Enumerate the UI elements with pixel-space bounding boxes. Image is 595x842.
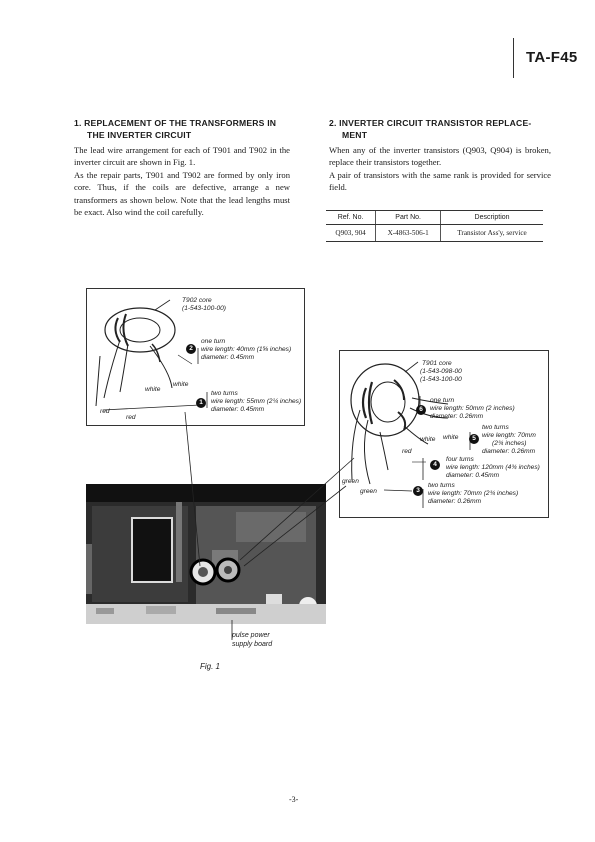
t901-core-leader <box>405 362 418 372</box>
winding-2-marker: 2 <box>186 344 196 354</box>
winding-5-marker: 5 <box>469 434 479 444</box>
page-number: -3- <box>289 795 299 804</box>
t902-w1-turns: two turns <box>211 390 238 397</box>
t901-w5-diameter: diameter: 0.26mm <box>482 448 536 455</box>
section-1-paragraph-1: The lead wire arrangement for each of T901 and T902 in the inverter circuit are shown in Fig. 1. <box>74 145 290 168</box>
t902-red-1: red <box>100 408 110 415</box>
t901-w3-diameter: diameter: 0.26mm <box>428 498 482 505</box>
model-number: TA-F45 <box>526 49 578 66</box>
t901-w5-length2: (2¾ inches) <box>492 440 527 447</box>
cell-description: Transistor Ass'y, service <box>441 225 543 242</box>
t902-part-number: (1-543-100-00) <box>182 305 226 312</box>
cell-ref-no: Q903, 904 <box>326 225 376 242</box>
winding-1-marker: 1 <box>196 398 206 408</box>
section-2-paragraph-2: A pair of transistors with the same rank is provided for service field. <box>329 169 551 193</box>
cell-part-no: X-4863-506-1 <box>376 225 441 242</box>
header-part-no: Part No. <box>376 211 441 225</box>
section-2-title-line2: MENT <box>342 129 368 140</box>
t901-w5-length: wire length: 70mm <box>482 432 536 439</box>
t901-w6-diameter: diameter: 0.26mm <box>430 413 484 420</box>
section-1-title-line2: THE INVERTER CIRCUIT <box>87 129 192 140</box>
t901-w5-turns: two turns <box>482 424 509 431</box>
t901-w4-length: wire length: 120mm (4¾ inches) <box>446 464 540 471</box>
board-label-2: supply board <box>232 641 273 648</box>
t901-part-number-2: (1-543-100-00 <box>420 376 462 383</box>
t902-w2-length: wire length: 40mm (1⅝ inches) <box>201 346 292 353</box>
t902-core-drawing <box>96 308 175 406</box>
t901-core-label: T901 core <box>422 360 452 367</box>
t901-white-2: white <box>443 434 459 441</box>
t901-green-2: green <box>360 488 377 495</box>
t902-w1-length: wire length: 55mm (2¼ inches) <box>211 398 302 405</box>
t902-red-2: red <box>126 414 136 421</box>
t902-core-leader <box>155 300 170 310</box>
t901-w3-turns: two turns <box>428 482 455 489</box>
t902-w2-turns: one turn <box>201 338 226 345</box>
t902-white-1: white <box>145 386 161 393</box>
section-1-title-line1: 1. REPLACEMENT OF THE TRANSFORMERS IN <box>74 118 277 128</box>
section-2-title-line1: 2. INVERTER CIRCUIT TRANSISTOR REPLACE- <box>329 118 532 128</box>
winding-6-marker: 6 <box>416 405 426 415</box>
header-description: Description <box>441 211 543 225</box>
t901-part-number-1: (1-543-098-00 <box>420 368 462 375</box>
winding-4-marker: 4 <box>430 460 440 470</box>
t901-w4-diameter: diameter: 0.45mm <box>446 472 500 479</box>
figure-caption: Fig. 1 <box>200 662 221 671</box>
t901-to-photo-leader-1 <box>244 486 346 566</box>
t901-red: red <box>402 448 412 455</box>
t901-w4-turns: four turns <box>446 456 474 463</box>
winding-3-marker: 3 <box>413 486 423 496</box>
t902-w1-diameter: diameter: 0.45mm <box>211 406 265 413</box>
header-ref-no: Ref. No. <box>326 211 376 225</box>
t901-w6-turns: one turn <box>430 397 455 404</box>
t902-to-photo-leader <box>185 412 200 566</box>
t901-green-1: green <box>342 478 359 485</box>
section-2-paragraph-1: When any of the inverter transistors (Q903, Q904) is broken, replace their transistors together. <box>329 145 551 168</box>
t901-white-1: white <box>420 436 436 443</box>
t902-red-leader <box>103 405 200 410</box>
t902-core-label: T902 core <box>182 297 212 304</box>
t902-white-2: white <box>173 381 189 388</box>
t901-w3-length: wire length: 70mm (2¾ inches) <box>428 490 519 497</box>
t902-w2-diameter: diameter: 0.45mm <box>201 354 255 361</box>
t901-to-photo-leader-2 <box>240 458 354 560</box>
board-label-1: pulse power <box>232 632 270 639</box>
t901-w6-length: wire length: 50mm (2 inches) <box>430 405 515 412</box>
section-1-paragraph-2: As the repair parts, T901 and T902 are formed by only iron core. Thus, if the coils are defective, arrange a new transformers as shown below. Note that the lead lengths must be exact. Also wind the coil carefully. <box>74 169 290 218</box>
